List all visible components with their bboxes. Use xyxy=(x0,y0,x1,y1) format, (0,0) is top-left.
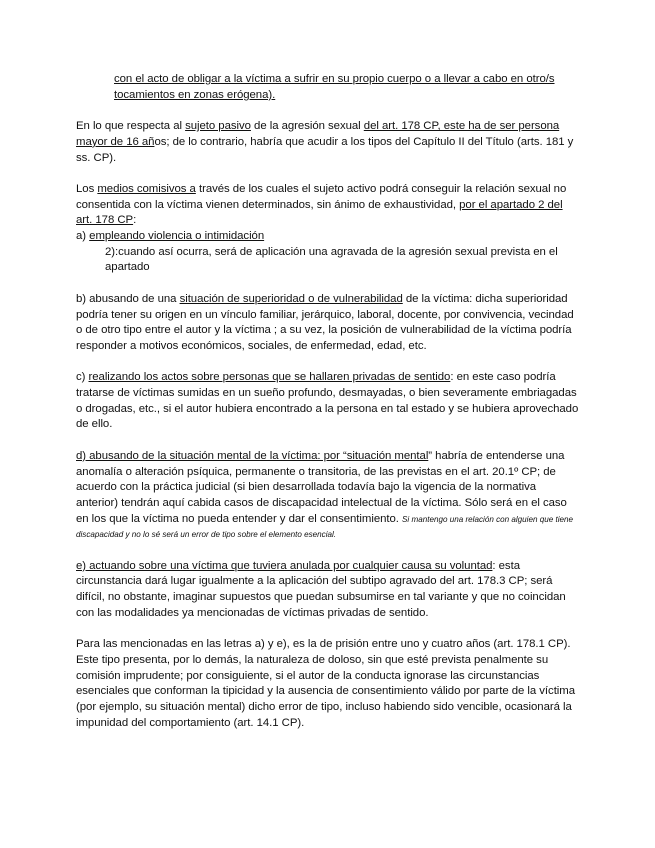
underlined-text: sujeto pasivo xyxy=(185,120,251,133)
paragraph-medios-comisivos xyxy=(76,182,581,229)
list-marker: a) xyxy=(76,230,90,242)
text-run: : en este caso podría tratarse de víctimas sumidas en un sueño profundo, desmayadas, o bien severamente embriagadas o drogadas, etc., si el autor hubiera encontrado a la persona en tal estado y se hubiera aprovechado de ello. xyxy=(76,371,579,431)
underlined-text: mental xyxy=(394,449,429,462)
underlined-text: del art. 178 CP, este ha de ser persona mayor de 16 añ xyxy=(76,120,560,148)
text-run: En lo que respecta al xyxy=(76,120,186,133)
paragraph-gap xyxy=(76,103,581,119)
underlined-text: por el apartado 2 del art. 178 CP xyxy=(76,198,563,227)
underlined-text: empleando violencia o intimidación xyxy=(89,230,265,242)
underlined-text: con el acto de obligar a la víctima a sufrir en su propio cuerpo o a llevar a cabo en otro/s tocamientos en zonas erógena). xyxy=(114,73,555,101)
document-page xyxy=(76,72,581,731)
paragraph-gap xyxy=(76,355,581,371)
underlined-text: situación de superioridad o de vulnerabilidad xyxy=(179,292,403,305)
text-run: os; de lo contrario, habría que acudir a los tipos del Capítulo II del Título (arts. 181 y ss. CP). xyxy=(76,135,574,164)
paragraph-gap xyxy=(76,543,581,559)
list-item-a xyxy=(76,229,581,245)
underlined-text: d) abusando de la situación mental de la víctima: por “situación xyxy=(76,449,395,462)
paragraph-gap xyxy=(76,433,581,449)
paragraph-gap xyxy=(76,166,581,182)
text-run: b) abusando de una xyxy=(76,292,180,305)
paragraph-sujeto-pasivo xyxy=(76,119,581,166)
paragraph-continuation xyxy=(76,72,581,103)
underlined-text: realizando los actos sobre personas que se hallaren privadas de sentido xyxy=(88,371,451,384)
text-run: Para las mencionadas en las letras a) y e), es la de prisión entre uno y cuatro años (art. 178.1 CP). Este tipo presenta, por lo demás, la naturaleza de doloso, sin que esté prevista penalmente su comisión imprudente; por consiguiente, si el autor de la conducta ignorase las circunstancias esenciales que conforman la tipicidad y la ausencia de consentimiento válido por parte de la víctima (por ejemplo, su situación mental) dicho error de tipo, incluso habiendo sido vencible, ocasionará la impunidad del comportamiento (art. 14.1 CP). xyxy=(76,638,576,729)
list-item-c xyxy=(76,370,581,433)
text-run: través de los cuales el sujeto activo podrá conseguir la relación sexual no consentida con la víctima vienen determinados, sin ánimo de exhaustividad, xyxy=(76,182,567,211)
paragraph-gap xyxy=(76,622,581,638)
list-item-e xyxy=(76,559,581,622)
paragraph-gap xyxy=(76,276,581,292)
text-run: ” habría de entenderse una anomalía o alteración psíquica, permanente o transitoria, de las previstas en el art. 20.1º CP; de acuerdo con la práctica judicial (si bien desarrollada todavía bajo la vigencia de la normativa anterior) tendrán aquí cabida casos de discapacidad intelectual de la víctima. Sólo será en el caso en los que la víctima no pueda entender y dar el consentimiento. xyxy=(76,449,567,525)
underlined-text: medios comisivos a xyxy=(97,182,196,195)
text-run: : xyxy=(133,214,137,227)
text-run: 2):cuando así ocurra, será de aplicación una agravada de la agresión sexual prevista en el apartado xyxy=(105,245,558,274)
handwritten-note: Si mantengo una relación con alguien que tiene discapacidad y no lo sé será un error de tipo sobre el elemento esencial. xyxy=(76,514,574,540)
list-item-d xyxy=(76,449,581,543)
paragraph-pena xyxy=(76,637,581,731)
text-run: c) xyxy=(76,371,89,384)
text-run: de la agresión sexual xyxy=(250,120,364,133)
list-item-a-detail xyxy=(76,245,581,276)
text-run: : esta circunstancia dará lugar igualmente a la aplicación del subtipo agravado del art. 178.3 CP; será difícil, no obstante, imaginar supuestos que puedan subsumirse en tal variante y que no coincidan con las modalidades ya mencionadas de víctimas privadas de sentido. xyxy=(76,559,566,619)
list-item-b xyxy=(76,292,581,355)
text-run: de la víctima: dicha superioridad podría tener su origen en un vínculo familiar, jerárquico, laboral, docente, por convivencia, vecindad o de otro tipo entre el autor y la víctima ; a su vez, la posición de vulnerabilidad de la víctima podría responder a motivos económicos, sociales, de enfermedad, edad, etc. xyxy=(76,292,574,352)
underlined-text: e) actuando sobre una víctima que tuviera anulada por cualquier causa su voluntad xyxy=(76,559,493,572)
text-run: Los xyxy=(76,182,98,195)
